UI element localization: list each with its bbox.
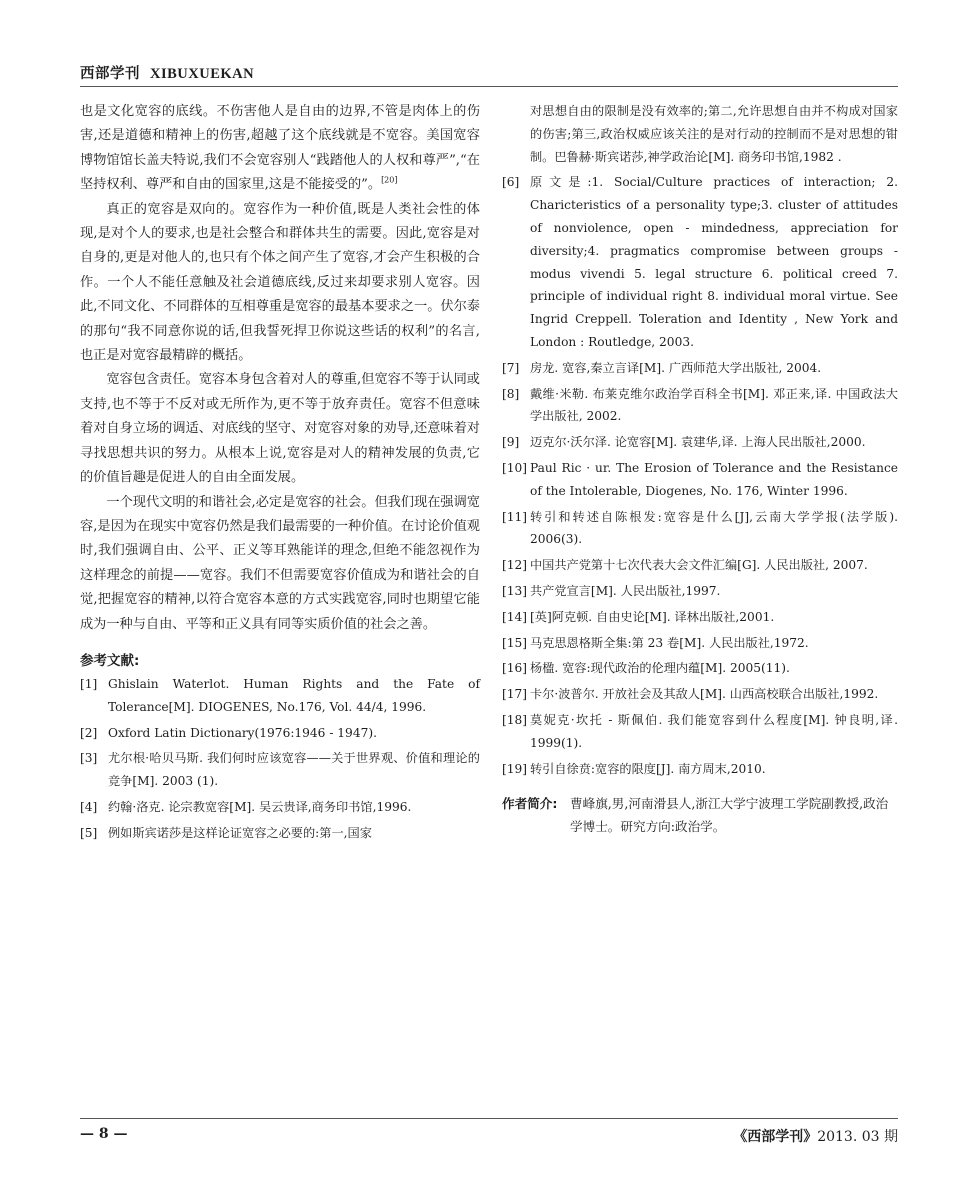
reference-item: [4] 约翰·洛克. 论宗教宽容[M]. 吴云贵译,商务印书馆,1996. [80,796,480,819]
author-bio-text: 曹峰旗,男,河南滑县人,浙江大学宁波理工学院副教授,政治学博士。研究方向:政治学。 [570,796,889,835]
reference-number: [11] [502,509,528,524]
reference-item: [18] 莫妮克·坎托 - 斯佩伯. 我们能宽容到什么程度[M]. 钟良明,译. 1999(1). [502,709,898,755]
body-paragraph: 一个现代文明的和谐社会,必定是宽容的社会。但我们现在强调宽容,是因为在现实中宽容仍然是我们最需要的一种价值。在讨论价值观时,我们强调自由、公平、正义等耳熟能详的理念,但绝不能忽视作为这样理念的前提——宽容。我们不但需要宽容价值成为和谐社会的自觉,把握宽容的精神,以符合宽容本意的方式实践宽容,同时也期望它能成为一种与自由、平等和正义具有同等实质价值的社会之善。 [80,494,480,632]
reference-item: [1] Ghislain Waterlot. Human Rights and the Fate of Tolerance[M]. DIOGENES, No.176, Vol. 44/4, 1996. [80,673,480,719]
footer-issue: 2013. 03 期 [817,1129,898,1145]
author-bio-label: 作者简介: [502,796,558,812]
reference-item: [7] 房龙. 宽容,秦立言译[M]. 广西师范大学出版社, 2004. [502,357,898,380]
header-rule [80,86,898,87]
reference-item: [5] 例如斯宾诺莎是这样论证宽容之必要的:第一,国家 [80,822,480,845]
reference-number: [13] [502,583,528,598]
reference-number: [8] [502,386,520,401]
reference-number: [18] [502,712,528,727]
journal-name-cn: 西部学刊 [80,65,140,82]
reference-item: [13] 共产党宣言[M]. 人民出版社,1997. [502,580,898,603]
reference-item: [15] 马克思恩格斯全集:第 23 卷[M]. 人民出版社,1972. [502,632,898,655]
reference-item: [14] [英]阿克顿. 自由史论[M]. 译林出版社,2001. [502,606,898,629]
reference-number: [1] [80,676,98,691]
reference-number: [14] [502,609,528,624]
reference-item: [19] 转引自徐贲:宽容的限度[J]. 南方周末,2010. [502,758,898,781]
reference-item: [3] 尤尔根·哈贝马斯. 我们何时应该宽容——关于世界观、价值和理论的竞争[M]. 2003 (1). [80,747,480,793]
reference-number: [19] [502,761,528,776]
reference-item: [17] 卡尔·波普尔. 开放社会及其敌人[M]. 山西高校联合出版社,1992. [502,683,898,706]
right-column [502,100,898,838]
reference-item: [10] Paul Ric · ur. The Erosion of Tolerance and the Resistance of the Intolerable, Diogenes, No. 176, Winter 1996. [502,457,898,503]
body-paragraph: 真正的宽容是双向的。宽容作为一种价值,既是人类社会性的体现,是对个人的要求,也是社会整合和群体共生的需要。因此,宽容是对自身的,更是对他人的,也只有个体之间产生了宽容,才会产生积极的合作。一个人不能任意触及社会道德底线,反过来却要求别人宽容。因此,不同文化、不同群体的互相尊重是宽容的最基本要求之一。伏尔泰的那句“我不同意你说的话,但我誓死捍卫你说这些话的权利”的名言,也正是对宽容最精辟的概括。 [80,201,480,364]
page-number: — 8 — [80,1126,128,1142]
footer-journal-issue [733,1126,898,1146]
body-paragraph: 也是文化宽容的底线。不伤害他人是自由的边界,不管是肉体上的伤害,还是道德和精神上的伤害,超越了这个底线就是不宽容。美国宽容博物馆馆长盖夫特说,我们不会宽容别人“践踏他人的人权和尊严”,“在坚持权利、尊严和自由的国家里,这是不能接受的”。[20] [80,104,480,193]
reference-item: [11] 转引和转述自陈根发:宽容是什么[J],云南大学学报(法学版). 2006(3). [502,506,898,552]
reference-number: [4] [80,799,98,814]
reference-number: [9] [502,435,520,450]
journal-name-latin: XIBUXUEKAN [150,66,255,82]
reference-number: [2] [80,725,98,740]
reference-item: [16] 杨楹. 宽容:现代政治的伦理内蕴[M]. 2005(11). [502,657,898,680]
reference-number: [16] [502,661,528,676]
running-header [80,62,898,83]
reference-item: [8] 戴维·米勒. 布莱克维尔政治学百科全书[M]. 邓正来,译. 中国政法大学出版社, 2002. [502,383,898,429]
reference-number: [12] [502,558,528,573]
reference-item: [2] Oxford Latin Dictionary(1976:1946 - 1947). [80,722,480,745]
footer-rule [80,1118,898,1119]
footer-journal: 《西部学刊》 [733,1129,818,1145]
reference-number: [6] [502,175,520,190]
reference-item: [6] 原文是:1. Social/Culture practices of interaction; 2. Charicteristics of a personality type;3. cluster of attitudes of nonviolence, open - mindedness, appreciation for diversity;4. pragmatics compromise between groups - modus vivendi 5. legal structure 6. political creed 7. principle of individual right 8. individual moral virtue. See Ingrid Creppell. Toleration and Identity , New York and London : Routledge, 2003. [502,171,898,353]
reference-number: [5] [80,825,98,840]
left-column [80,100,480,848]
reference-number: [17] [502,687,528,702]
reference-item: [9] 迈克尔·沃尔泽. 论宽容[M]. 袁建华,译. 上海人民出版社,2000. [502,431,898,454]
reference-number: [3] [80,751,98,766]
author-bio [502,792,898,838]
reference-continuation: 对思想自由的限制是没有效率的;第二,允许思想自由并不构成对国家的伤害;第三,政治权威应该关注的是对行动的控制而不是对思想的钳制。巴鲁赫·斯宾诺莎,神学政治论[M]. 商务印书馆,1982 . [530,104,898,164]
body-paragraph: 宽容包含责任。宽容本身包含着对人的尊重,但宽容不等于认同或支持,也不等于不反对或无所作为,更不等于放弃责任。宽容不但意味着对自身立场的调适、对底线的坚守、对宽容对象的劝导,还意味着对寻找思想共识的努力。从根本上说,宽容是对人的精神发展的负责,它的价值旨趣是促进人的自由全面发展。 [80,372,480,486]
reference-number: [15] [502,635,528,650]
reference-number: [10] [502,460,528,475]
references-heading: 参考文献: [80,652,140,669]
reference-number: [7] [502,360,520,375]
footnote-mark: [20] [381,175,398,185]
reference-item: [12] 中国共产党第十七次代表大会文件汇编[G]. 人民出版社, 2007. [502,554,898,577]
